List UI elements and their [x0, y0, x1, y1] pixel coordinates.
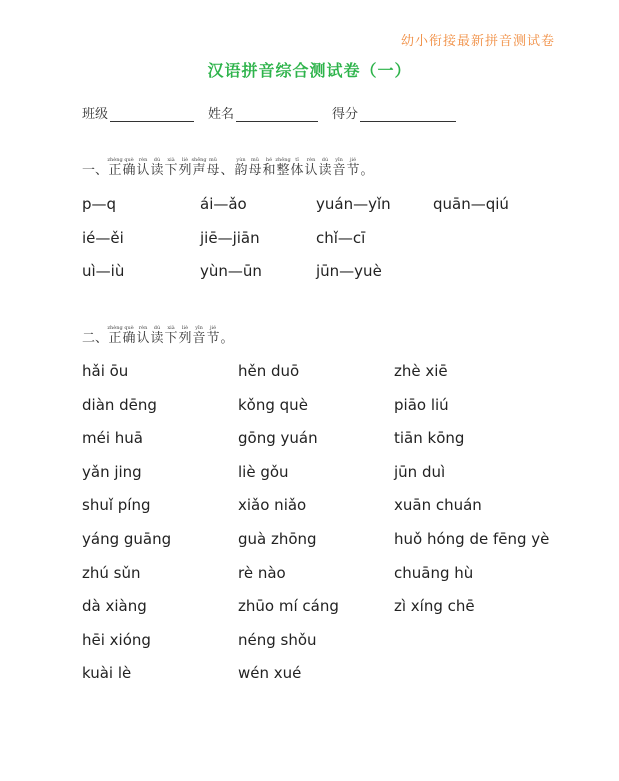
ruby-pinyin: mǔ: [209, 157, 217, 163]
pinyin-item: kǒng què: [238, 395, 308, 414]
section-2-heading: [82, 325, 234, 346]
ruby-char: [164, 157, 178, 178]
ruby-char: [360, 157, 374, 178]
pinyin-item: huǒ hóng de fēng yè: [394, 530, 550, 548]
pinyin-item: guà zhōng: [238, 530, 317, 548]
ruby-hanzi: 韵: [234, 163, 248, 178]
ruby-char: [206, 157, 220, 178]
ruby-hanzi: 整: [276, 163, 290, 178]
ruby-char: [318, 157, 332, 178]
ruby-pinyin: xià: [167, 157, 175, 163]
pinyin-item: diàn dēng: [82, 395, 157, 414]
ruby-pinyin: xià: [167, 325, 175, 331]
pinyin-item: yáng guāng: [82, 530, 172, 548]
ruby-pinyin: rèn: [306, 157, 316, 163]
ruby-char: [248, 157, 262, 178]
pinyin-item: rè nào: [238, 563, 286, 582]
pinyin-item: yùn—ūn: [200, 262, 262, 280]
ruby-hanzi: 。: [360, 163, 374, 178]
ruby-pinyin: dú: [153, 157, 161, 163]
pinyin-item: chuāng hù: [394, 563, 474, 582]
score-label: 得分: [332, 107, 359, 122]
ruby-pinyin: rèn: [138, 157, 148, 163]
pinyin-item: zhè xiē: [394, 362, 448, 380]
ruby-char: [136, 325, 150, 346]
pinyin-item: tiān kōng: [394, 429, 465, 448]
pinyin-item: gōng yuán: [238, 429, 318, 448]
ruby-char: [122, 157, 136, 178]
ruby-hanzi: 认: [304, 163, 318, 178]
class-label: 班级: [82, 107, 109, 122]
ruby-pinyin: dú: [153, 325, 161, 331]
pinyin-item: ié—ěi: [82, 228, 124, 247]
ruby-char: [206, 325, 220, 346]
pinyin-item: p—q: [82, 195, 117, 213]
pinyin-item: hēi xióng: [82, 630, 151, 649]
ruby-char: [150, 325, 164, 346]
ruby-pinyin: yùn: [236, 157, 246, 163]
page-title: 汉语拼音综合测试卷（一）: [207, 61, 412, 80]
ruby-char: [122, 325, 136, 346]
ruby-pinyin: shēng: [191, 157, 207, 163]
ruby-pinyin: liè: [181, 325, 189, 331]
name-field: [208, 103, 318, 122]
ruby-hanzi: 读: [318, 163, 332, 178]
ruby-hanzi: 节: [206, 331, 220, 346]
pinyin-item: wén xué: [238, 664, 302, 683]
ruby-hanzi: 音: [192, 331, 206, 346]
ruby-char: [150, 157, 164, 178]
pinyin-item: ái—ǎo: [200, 195, 247, 213]
ruby-char: [108, 325, 122, 346]
ruby-hanzi: 母: [248, 163, 262, 178]
ruby-hanzi: 正: [108, 331, 122, 346]
ruby-pinyin: tǐ: [295, 157, 299, 163]
ruby-hanzi: 声: [192, 163, 206, 178]
ruby-hanzi: 和: [262, 163, 276, 178]
pinyin-item: xuān chuán: [394, 496, 482, 515]
ruby-char: [192, 325, 206, 346]
pinyin-item: uì—iù: [82, 262, 125, 280]
score-field: [332, 103, 456, 122]
ruby-pinyin: què: [124, 325, 134, 331]
ruby-hanzi: 、: [220, 163, 234, 178]
pinyin-item: jiē—jiān: [200, 228, 260, 247]
score-blank[interactable]: [360, 107, 456, 122]
pinyin-item: jūn duì: [394, 462, 446, 481]
ruby-char: [346, 157, 360, 178]
ruby-hanzi: 读: [150, 163, 164, 178]
section-1-prefix: 一、: [82, 163, 109, 178]
ruby-pinyin: dú: [321, 157, 329, 163]
pinyin-item: jūn—yuè: [316, 262, 382, 280]
pinyin-item: zhūo mí cáng: [238, 597, 339, 616]
pinyin-item: hěn duō: [238, 362, 300, 380]
ruby-hanzi: 列: [178, 163, 192, 178]
ruby-char: [178, 157, 192, 178]
pinyin-item: piāo liú: [394, 395, 449, 414]
ruby-hanzi: 认: [136, 163, 150, 178]
pinyin-item: yuán—yǐn: [316, 195, 391, 213]
ruby-char: [164, 325, 178, 346]
ruby-pinyin: zhèng: [107, 325, 123, 331]
ruby-hanzi: 下: [164, 163, 178, 178]
ruby-char: [276, 157, 290, 178]
ruby-hanzi: 认: [136, 331, 150, 346]
pinyin-item: hǎi ōu: [82, 362, 129, 380]
ruby-pinyin: zhèng: [107, 157, 123, 163]
ruby-hanzi: 母: [206, 163, 220, 178]
ruby-char: [234, 157, 248, 178]
section-2-prefix: 二、: [82, 331, 109, 346]
ruby-char: [192, 157, 206, 178]
ruby-pinyin: hé: [265, 157, 273, 163]
ruby-pinyin: jié: [349, 157, 357, 163]
ruby-char: [304, 157, 318, 178]
ruby-char: [290, 157, 304, 178]
ruby-hanzi: 下: [164, 331, 178, 346]
ruby-char: [136, 157, 150, 178]
pinyin-item: néng shǒu: [238, 630, 317, 649]
ruby-char: [178, 325, 192, 346]
pinyin-item: kuài lè: [82, 664, 132, 683]
ruby-char: [108, 157, 122, 178]
ruby-pinyin: liè: [181, 157, 189, 163]
ruby-hanzi: 正: [108, 163, 122, 178]
pinyin-item: liè gǒu: [238, 462, 289, 481]
ruby-hanzi: 体: [290, 163, 304, 178]
section-1-heading: [82, 157, 374, 178]
ruby-pinyin: yīn: [335, 157, 343, 163]
pinyin-item: yǎn jing: [82, 462, 142, 481]
header-note: 幼小衔接最新拼音测试卷: [400, 34, 555, 49]
ruby-pinyin: zhěng: [275, 157, 291, 163]
pinyin-item: dà xiàng: [82, 597, 147, 616]
pinyin-item: chǐ—cī: [316, 228, 366, 247]
ruby-char: [220, 157, 234, 178]
pinyin-item: zì xíng chē: [394, 597, 475, 616]
name-blank[interactable]: [236, 107, 318, 122]
ruby-hanzi: 列: [178, 331, 192, 346]
name-label: 姓名: [208, 107, 235, 122]
ruby-char: [220, 325, 234, 346]
pinyin-item: quān—qiú: [433, 195, 509, 213]
class-blank[interactable]: [110, 107, 194, 122]
ruby-pinyin: mǔ: [251, 157, 259, 163]
ruby-hanzi: 音: [332, 163, 346, 178]
ruby-pinyin: què: [124, 157, 134, 163]
pinyin-item: méi huā: [82, 429, 143, 448]
class-field: [82, 103, 194, 122]
pinyin-item: shuǐ píng: [82, 496, 151, 515]
ruby-hanzi: 确: [122, 163, 136, 178]
ruby-pinyin: yīn: [195, 325, 203, 331]
info-row: [82, 103, 470, 122]
ruby-hanzi: 。: [220, 331, 234, 346]
ruby-hanzi: 节: [346, 163, 360, 178]
ruby-pinyin: jié: [209, 325, 217, 331]
pinyin-item: zhú sǔn: [82, 563, 141, 582]
ruby-pinyin: rèn: [138, 325, 148, 331]
pinyin-item: xiǎo niǎo: [238, 496, 307, 515]
ruby-char: [262, 157, 276, 178]
ruby-hanzi: 确: [122, 331, 136, 346]
ruby-char: [332, 157, 346, 178]
ruby-hanzi: 读: [150, 331, 164, 346]
